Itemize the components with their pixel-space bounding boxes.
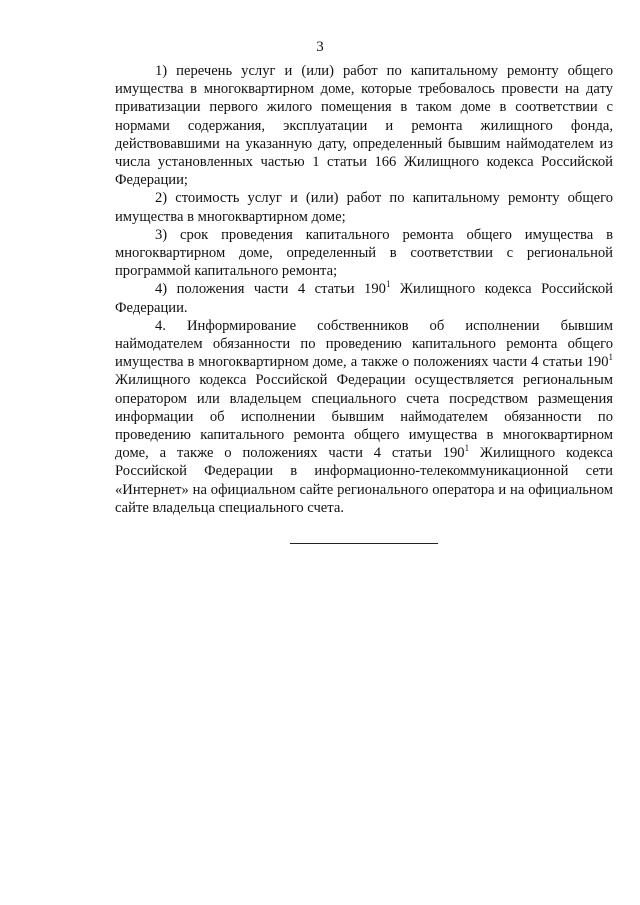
- paragraph-text: 2) стоимость услуг и (или) работ по капитальному ремонту общего имущества в многоквартирном доме;: [115, 190, 613, 225]
- paragraph-text: 4. Информирование собственников об исполнении бывшим наймодателем обязанности по проведению капитального ремонта общего имущества в многоквартирном доме, а также о положениях части 4 статьи 190: [115, 317, 613, 371]
- paragraph-item-2: [115, 189, 613, 225]
- page-number: 3: [316, 39, 324, 55]
- superscript: 1: [608, 352, 613, 363]
- paragraph-item-4: [115, 280, 613, 316]
- paragraph-text: 3) срок проведения капитального ремонта общего имущества в многоквартирном доме, определенный в соответствии с региональной программой капитального ремонта;: [115, 226, 613, 280]
- paragraph-section-4: [115, 317, 613, 517]
- paragraph-text: Жилищного кодекса Российской Федерации в информационно-телекоммуникационной сети «Интернет» на официальном сайте регионального оператора и на официальном сайте владельца специального счета.: [115, 445, 614, 516]
- end-divider-line: [290, 543, 438, 544]
- paragraph-text: Жилищного кодекса Российской Федерации.: [115, 281, 613, 316]
- superscript: 1: [385, 279, 391, 290]
- paragraph-text: 1) перечень услуг и (или) работ по капитальному ремонту общего имущества в многоквартирном доме, которые требовалось провести на дату приватизации первого жилого помещения в таком доме в соответствии с нормами содержания, эксплуатации и ремонта жилищного фонда, действовавшими на указанную дату, определенный бывшим наймодателем из числа установленных частью 1 статьи 166 Жилищного кодекса Российской Федерации;: [115, 63, 613, 189]
- paragraph-item-3: [115, 226, 613, 281]
- superscript: 1: [464, 443, 470, 454]
- paragraph-item-1: [115, 62, 613, 189]
- paragraph-text: Жилищного кодекса Российской Федерации осуществляется региональным оператором или владельцем специального счета посредством размещения информации об исполнении бывшим наймодателем обязанности по проведению капитального ремонта общего имущества в многоквартирном доме, а также о положениях части 4 статьи 190: [115, 372, 613, 462]
- paragraph-text: 4) положения части 4 статьи 190: [155, 281, 386, 298]
- document-body: [115, 62, 613, 517]
